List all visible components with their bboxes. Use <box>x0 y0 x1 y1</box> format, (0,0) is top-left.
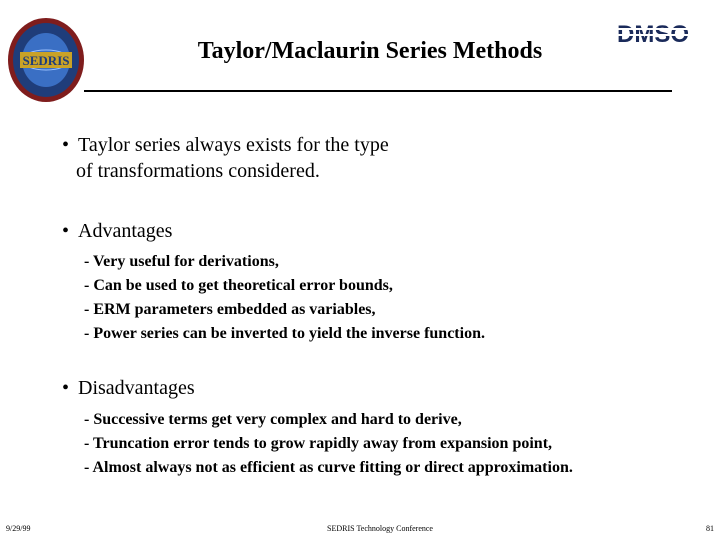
footer-date: 9/29/99 <box>6 524 31 533</box>
dmso-logo-text: DMSO <box>617 21 689 46</box>
bullet-mark: • <box>62 134 70 156</box>
bullet-disadvantages <box>62 375 195 401</box>
footer-conference: SEDRIS Technology Conference <box>327 524 433 533</box>
bullet-heading: Advantages <box>78 220 173 242</box>
advantages-list <box>84 250 485 346</box>
list-item: - Very useful for derivations, <box>84 253 279 270</box>
bullet-mark: • <box>62 220 70 242</box>
list-item: - Successive terms get very complex and hard to derive, <box>84 411 462 428</box>
list-item: - ERM parameters embedded as variables, <box>84 301 376 318</box>
bullet-mark: • <box>62 377 70 399</box>
bullet-heading: Disadvantages <box>78 377 195 399</box>
bullet-line-continuation: of transformations considered. <box>76 160 320 182</box>
list-item: - Almost always not as efficient as curve fitting or direct approximation. <box>84 459 573 476</box>
list-item: - Power series can be inverted to yield the inverse function. <box>84 325 485 342</box>
list-item: - Truncation error tends to grow rapidly away from expansion point, <box>84 435 553 452</box>
bullet-advantages <box>62 218 172 244</box>
bullet-line: Taylor series always exists for the type <box>78 134 389 156</box>
title-underline <box>84 90 672 92</box>
sedris-logo <box>6 16 86 104</box>
footer-page-number: 81 <box>706 524 714 533</box>
sedris-logo-text: SEDRIS <box>22 53 70 68</box>
slide-title: Taylor/Maclaurin Series Methods <box>197 38 543 64</box>
disadvantages-list <box>84 408 573 480</box>
bullet-taylor-exists <box>62 132 389 158</box>
list-item: - Can be used to get theoretical error bounds, <box>84 277 393 294</box>
